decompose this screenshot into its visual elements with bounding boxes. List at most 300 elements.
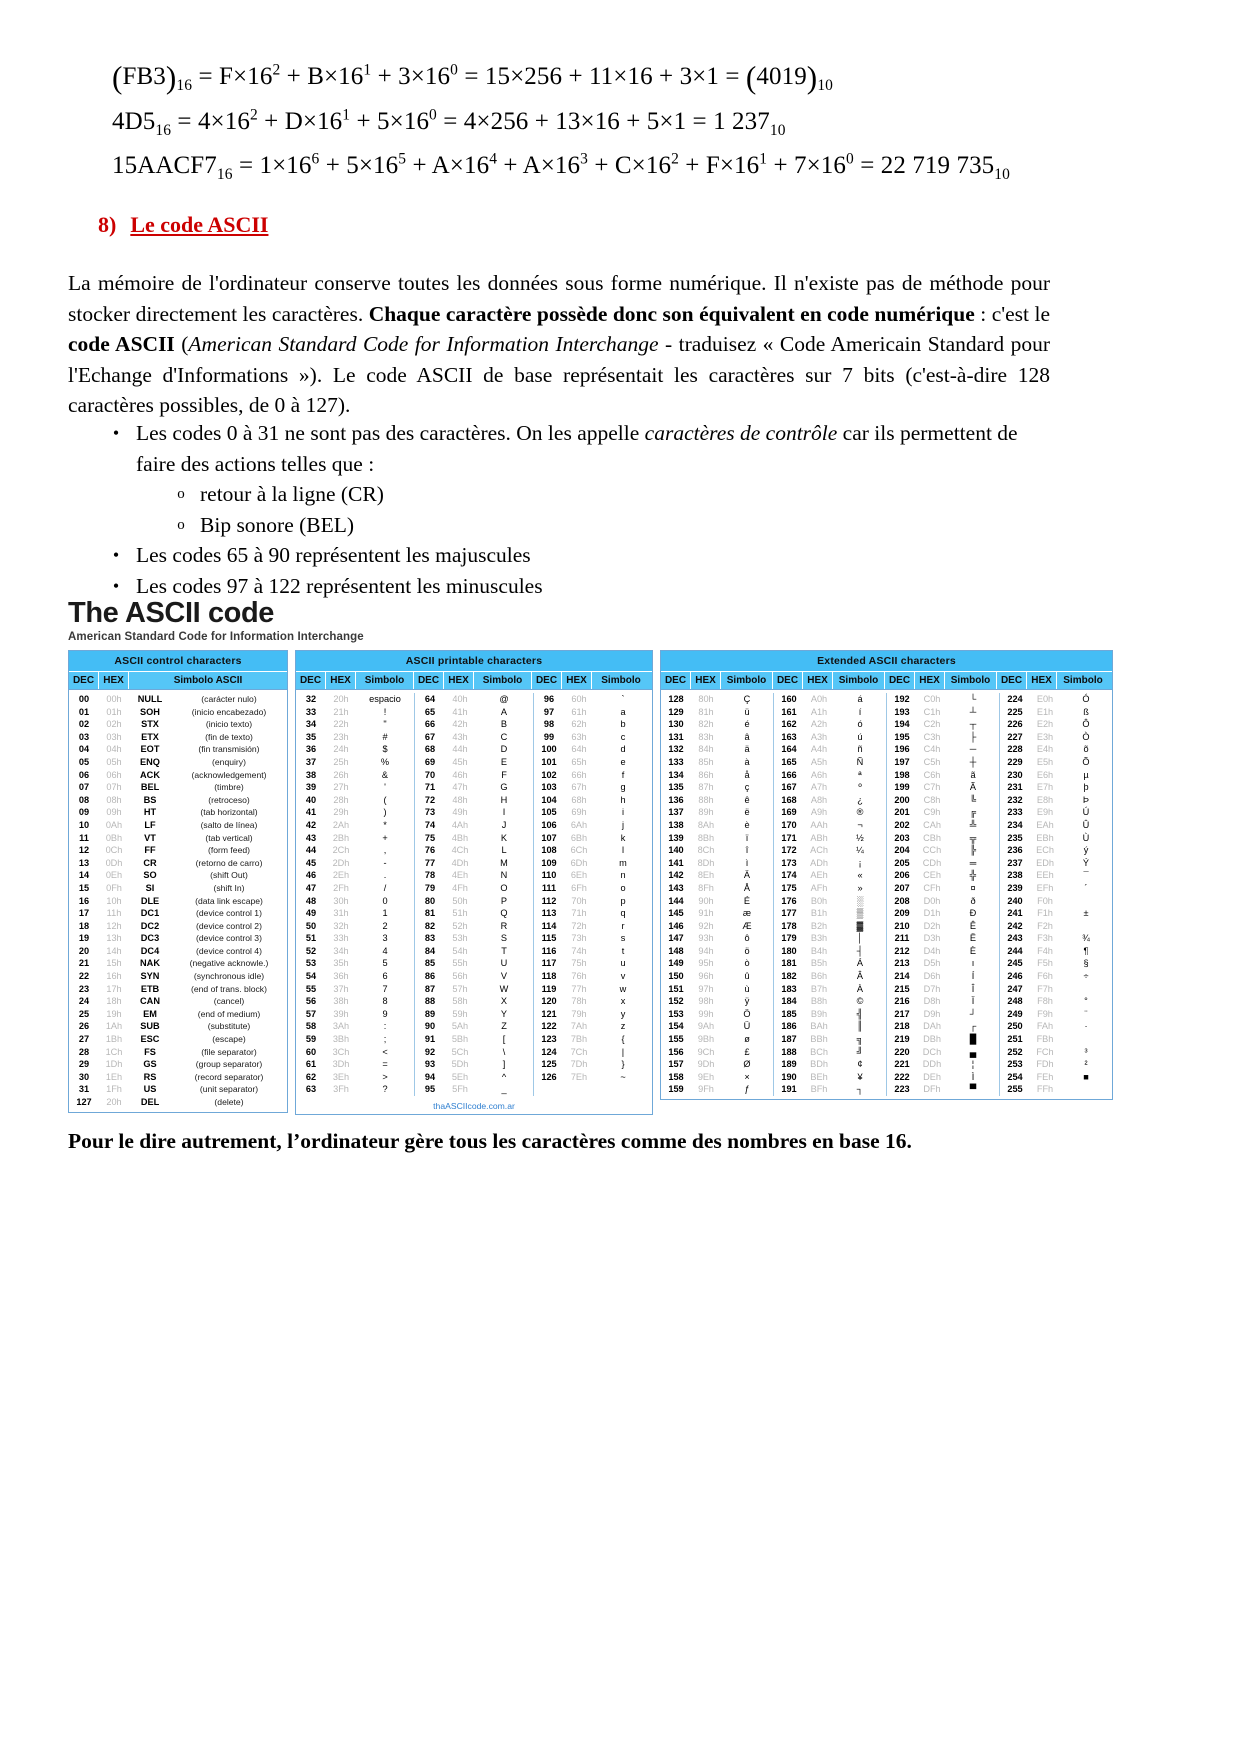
cell-dec: 28 <box>78 1046 90 1057</box>
cell-dec: 254 <box>1007 1071 1023 1082</box>
cell-symbol: ╚ <box>969 794 977 805</box>
table-row-group <box>415 995 534 1008</box>
cell-hex: FBh <box>1036 1034 1054 1045</box>
cell-description: (enquiry) <box>212 756 246 767</box>
cell-dec: 27 <box>78 1034 90 1045</box>
table-row-group <box>661 907 774 920</box>
cell-symbol <box>1060 1033 1112 1046</box>
cell-hex: 7Dh <box>570 1059 588 1070</box>
table-row <box>296 957 652 970</box>
cell-symbol: × <box>744 1071 750 1082</box>
cell-dec: 31 <box>78 1084 90 1095</box>
cell-dec: 72 <box>424 794 436 805</box>
cell-dec: 98 <box>543 719 555 730</box>
table-row <box>661 945 1112 958</box>
cell-dec <box>534 1083 564 1096</box>
cell-hex: ABh <box>810 832 828 843</box>
cell-dec: 33 <box>305 706 317 717</box>
cell-symbol: & <box>381 769 389 780</box>
cell-dec: 80 <box>424 895 436 906</box>
cell-dec: 202 <box>894 819 910 830</box>
cell-hex: 16h <box>106 971 122 982</box>
cell-dec: 84 <box>424 945 436 956</box>
table-row-group <box>1000 1046 1112 1059</box>
cell-mnemonic: FF <box>144 845 156 856</box>
table-row-group <box>415 806 534 819</box>
table-row-group <box>774 1046 887 1059</box>
cell-symbol: ð <box>970 895 976 906</box>
cell-symbol: Å <box>743 882 751 893</box>
cell-symbol: t <box>621 945 625 956</box>
cell-dec: 221 <box>894 1059 910 1070</box>
cell-hex: E0h <box>1036 694 1054 704</box>
table-row-group <box>1000 983 1112 996</box>
cell-hex: F6h <box>1037 971 1053 982</box>
table-row-group <box>1000 1083 1112 1096</box>
cell-hex: ADh <box>810 857 828 868</box>
table-row <box>661 857 1112 870</box>
cell-dec: 222 <box>894 1071 910 1082</box>
cell-dec: 135 <box>668 782 684 793</box>
table-row <box>69 857 287 870</box>
table-row-group <box>887 819 1000 832</box>
cell-symbol: Z <box>501 1021 507 1032</box>
cell-hex: BBh <box>810 1034 828 1045</box>
table-row-group <box>887 907 1000 920</box>
cell-dec: 133 <box>668 756 684 767</box>
cell-dec: 112 <box>541 895 557 906</box>
cell-hex: 4Ah <box>451 819 469 830</box>
cell-hex: 72h <box>571 920 587 931</box>
cell-symbol: ? <box>382 1084 388 1095</box>
cell-dec: 211 <box>894 933 910 944</box>
cell-hex: C4h <box>923 744 941 755</box>
table-row-group <box>774 756 887 769</box>
cell-symbol: ┴ <box>969 706 977 717</box>
table-row-group <box>887 1008 1000 1021</box>
ascii-control-header-row <box>69 672 287 690</box>
cell-mnemonic: HT <box>143 807 157 818</box>
cell-hex: 85h <box>698 756 714 767</box>
cell-hex: 96h <box>698 971 714 982</box>
cell-hex: B1h <box>810 908 828 919</box>
cell-symbol <box>594 1083 652 1096</box>
cell-symbol: ╩ <box>969 819 977 830</box>
cell-hex: 64h <box>571 744 587 755</box>
cell-symbol: x <box>620 996 626 1007</box>
table-row <box>69 895 287 908</box>
cell-symbol: Ý <box>1082 857 1090 868</box>
table-row-group <box>1000 731 1112 744</box>
sub-list-item-text: Bip sonore (BEL) <box>200 512 355 537</box>
cell-description: (form feed) <box>207 845 251 856</box>
closing-sentence: Pour le dire autrement, l’ordinateur gère tous les caractères comme des nombres en base 16. <box>68 1129 912 1153</box>
cell-hex: 17h <box>106 983 122 994</box>
cell-dec: 209 <box>894 908 910 919</box>
cell-dec: 162 <box>781 719 797 730</box>
cell-description: (device control 4) <box>196 945 262 956</box>
table-row <box>661 1071 1112 1084</box>
table-row <box>661 718 1112 731</box>
cell-symbol: ┬ <box>969 719 977 730</box>
cell-symbol: Ê <box>969 920 977 931</box>
cell-dec: 252 <box>1007 1046 1023 1057</box>
cell-dec: 44 <box>305 845 317 856</box>
cell-dec: 130 <box>668 719 684 730</box>
cell-hex: 7Ah <box>570 1021 588 1032</box>
cell-dec: 240 <box>1007 895 1023 906</box>
cell-hex: 11h <box>106 908 122 919</box>
table-row <box>69 920 287 933</box>
cell-dec: 161 <box>781 706 797 717</box>
cell-dec: 89 <box>424 1008 436 1019</box>
cell-symbol: ê <box>744 794 750 805</box>
cell-hex: 70h <box>571 895 587 906</box>
table-row-group <box>887 1071 1000 1084</box>
table-row-group <box>661 806 774 819</box>
cell-dec: 50 <box>305 920 317 931</box>
table-row-group <box>774 1033 887 1046</box>
cell-hex: AFh <box>810 882 828 893</box>
table-row-group <box>1000 781 1112 794</box>
cell-symbol: õ <box>1083 744 1089 755</box>
cell-hex: 77h <box>571 983 587 994</box>
cell-dec: 175 <box>781 882 797 893</box>
table-row-group <box>415 718 534 731</box>
equation-block <box>112 55 1072 188</box>
cell-hex: E5h <box>1036 756 1054 767</box>
cell-symbol: Û <box>1082 819 1090 830</box>
cell-symbol <box>1060 983 1112 996</box>
cell-hex: 8Bh <box>697 832 715 843</box>
cell-symbol: î <box>745 845 749 856</box>
column-header-symbol: Simbolo <box>721 672 773 689</box>
cell-hex: 12h <box>106 920 122 931</box>
cell-hex: 2Ch <box>332 845 350 856</box>
table-row <box>296 895 652 908</box>
cell-hex: F8h <box>1037 996 1053 1007</box>
cell-hex <box>564 1083 594 1096</box>
cell-description: (end of medium) <box>197 1008 261 1019</box>
table-row-group <box>415 731 534 744</box>
cell-symbol: É <box>743 895 751 906</box>
table-row <box>661 895 1112 908</box>
sub-list-item <box>162 479 1056 510</box>
cell-symbol: s <box>620 933 626 944</box>
cell-dec: 235 <box>1007 832 1023 843</box>
table-row-group <box>661 882 774 895</box>
cell-dec: 164 <box>781 744 797 755</box>
table-row-group <box>534 907 652 920</box>
column-header-hex: HEX <box>99 672 129 689</box>
cell-hex: 5Fh <box>452 1084 468 1095</box>
cell-symbol: · <box>1084 1021 1088 1032</box>
table-row-group <box>296 907 415 920</box>
table-row <box>69 1058 287 1071</box>
cell-hex: 56h <box>452 971 468 982</box>
cell-dec: 165 <box>781 756 797 767</box>
table-row-group <box>296 756 415 769</box>
column-header-hex: HEX <box>444 672 474 689</box>
table-row <box>69 743 287 756</box>
cell-hex: ACh <box>810 845 828 856</box>
equation-line-2: $4D5_{16} = 4\times 16^2 + D\times 16^1 + 5\times 16^0 = 4\times 256 + 13\times 16 + 5\times 1 = 1$ $237_{10}$ <box>112 106 786 139</box>
bullet-marker: • <box>112 545 120 565</box>
cell-symbol: U <box>500 958 508 969</box>
cell-hex: E2h <box>1036 719 1054 730</box>
cell-hex: E9h <box>1036 807 1054 818</box>
cell-symbol: H <box>500 794 508 805</box>
cell-hex: 1Fh <box>106 1084 122 1095</box>
cell-symbol: , <box>383 845 387 856</box>
cell-dec: 118 <box>541 971 557 982</box>
cell-symbol: Ô <box>1082 719 1090 730</box>
cell-dec: 177 <box>781 908 797 919</box>
table-row-group <box>415 945 534 958</box>
cell-dec: 199 <box>894 782 910 793</box>
table-row-group <box>296 1008 415 1021</box>
cell-dec: 51 <box>305 933 317 944</box>
section-title: Le code ASCII <box>130 212 269 237</box>
cell-symbol: Ï <box>971 996 975 1007</box>
cell-dec: 59 <box>305 1034 317 1045</box>
cell-dec: 232 <box>1007 794 1023 805</box>
cell-hex: 14h <box>106 945 122 956</box>
cell-hex: 34h <box>333 945 349 956</box>
paragraph-part-1: La mémoire de l'ordinateur conserve toutes les données sous forme numérique. Il n'existe pas de méthode pour stocker directement les caractères. <box>68 271 1050 326</box>
table-row-group <box>661 769 774 782</box>
column-header-dec: DEC <box>296 672 326 689</box>
table-row-group <box>296 857 415 870</box>
cell-dec: 195 <box>894 731 910 742</box>
cell-hex: 07h <box>106 782 122 793</box>
cell-dec: 42 <box>305 819 317 830</box>
table-row-group <box>1000 895 1112 908</box>
cell-mnemonic: SO <box>143 870 157 881</box>
cell-dec: 128 <box>668 694 684 704</box>
cell-description: (tab vertical) <box>205 832 253 843</box>
cell-dec: 148 <box>668 945 684 956</box>
cell-description: (retroceso) <box>208 794 250 805</box>
table-row <box>661 693 1112 706</box>
cell-dec: 119 <box>541 983 557 994</box>
table-row-group <box>774 706 887 719</box>
cell-dec: 227 <box>1007 731 1023 742</box>
table-row <box>69 794 287 807</box>
cell-hex: DFh <box>923 1084 941 1095</box>
cell-hex: 1Eh <box>105 1071 123 1082</box>
table-row-group <box>661 819 774 832</box>
cell-dec: 191 <box>781 1084 797 1095</box>
cell-hex: 2Bh <box>332 832 350 843</box>
cell-dec: 251 <box>1007 1034 1023 1045</box>
cell-dec: 201 <box>894 807 910 818</box>
cell-symbol: b <box>620 719 626 730</box>
sub-bullet-list <box>162 479 1056 540</box>
table-row <box>296 844 652 857</box>
table-row-group <box>1000 920 1112 933</box>
paragraph-part-3: ( <box>174 332 189 356</box>
table-row-group <box>534 794 652 807</box>
table-row <box>296 995 652 1008</box>
cell-dec: 182 <box>781 971 797 982</box>
cell-symbol: \ <box>502 1046 506 1057</box>
column-header-hex: HEX <box>915 672 945 689</box>
cell-symbol: í <box>858 706 862 717</box>
table-row-group <box>887 920 1000 933</box>
cell-symbol: Í <box>971 971 975 982</box>
sub-bullet-marker: o <box>177 486 185 502</box>
cell-symbol: µ <box>1083 769 1089 780</box>
cell-dec: 113 <box>541 908 557 919</box>
table-row <box>296 983 652 996</box>
table-row-group <box>887 769 1000 782</box>
table-row <box>296 769 652 782</box>
cell-hex: 08h <box>106 794 122 805</box>
list-item-text: Les codes 65 à 90 représentent les majuscules <box>136 543 531 567</box>
table-row <box>296 945 652 958</box>
table-row-group <box>774 957 887 970</box>
cell-symbol: D <box>500 744 508 755</box>
cell-hex: FDh <box>1036 1059 1054 1070</box>
table-row-group <box>296 706 415 719</box>
ascii-figure-title: The ASCII code <box>68 597 275 629</box>
cell-dec: 78 <box>424 870 436 881</box>
paragraph-part-2: : c'est le <box>974 301 1051 326</box>
cell-dec: 109 <box>541 857 557 868</box>
cell-mnemonic: DC2 <box>140 920 160 931</box>
cell-symbol: ë <box>744 807 750 818</box>
cell-hex: 73h <box>571 933 587 944</box>
table-row <box>69 1008 287 1021</box>
cell-dec: 85 <box>424 958 436 969</box>
cell-hex: DCh <box>922 1046 942 1057</box>
table-row-group <box>774 794 887 807</box>
table-row-group <box>534 718 652 731</box>
table-row-group <box>661 983 774 996</box>
cell-dec: 246 <box>1007 971 1023 982</box>
table-row <box>661 932 1112 945</box>
cell-dec: 243 <box>1007 933 1023 944</box>
cell-symbol: | <box>621 1046 625 1057</box>
cell-hex: B6h <box>810 971 828 982</box>
list-item <box>96 418 1056 479</box>
cell-dec: 12 <box>78 845 90 856</box>
cell-symbol: ─ <box>969 744 977 755</box>
cell-dec: 90 <box>424 1021 436 1032</box>
table-row-group <box>534 706 652 719</box>
cell-dec: 210 <box>894 920 910 931</box>
cell-dec: 154 <box>668 1021 684 1032</box>
cell-dec: 213 <box>894 958 910 969</box>
cell-dec: 196 <box>894 744 910 755</box>
cell-dec: 92 <box>424 1046 436 1057</box>
cell-dec: 180 <box>781 945 797 956</box>
cell-symbol: ¢ <box>857 1059 863 1070</box>
cell-symbol: ╣ <box>856 1008 864 1019</box>
cell-symbol: l <box>621 845 625 856</box>
cell-symbol: @ <box>499 694 509 704</box>
table-row <box>296 1058 652 1071</box>
cell-hex: 89h <box>698 807 714 818</box>
cell-symbol: ¼ <box>856 845 864 856</box>
table-row-group <box>534 895 652 908</box>
cell-dec: 200 <box>894 794 910 805</box>
table-row <box>296 693 652 706</box>
cell-symbol: ä <box>744 744 750 755</box>
table-row <box>661 1008 1112 1021</box>
cell-symbol: / <box>383 882 387 893</box>
cell-hex: 47h <box>452 782 468 793</box>
list-item <box>96 540 1056 571</box>
cell-symbol: y <box>620 1008 626 1019</box>
table-row <box>661 806 1112 819</box>
table-row-group <box>296 718 415 731</box>
cell-symbol: W <box>499 983 509 994</box>
table-row-group <box>415 1033 534 1046</box>
table-row-group <box>415 1020 534 1033</box>
table-row-group <box>887 718 1000 731</box>
cell-hex: 7Eh <box>570 1071 588 1082</box>
cell-hex: 90h <box>698 895 714 906</box>
table-row-group <box>296 1046 415 1059</box>
cell-symbol: C <box>500 731 508 742</box>
cell-symbol: 2 <box>382 920 388 931</box>
table-row <box>661 832 1112 845</box>
cell-hex: D0h <box>923 895 941 906</box>
table-row <box>296 970 652 983</box>
cell-symbol: ¾ <box>1082 933 1090 944</box>
table-row-group <box>887 1046 1000 1059</box>
cell-description: (timbre) <box>214 782 244 793</box>
cell-hex: 27h <box>333 782 349 793</box>
cell-dec: 194 <box>894 719 910 730</box>
table-row-group <box>296 983 415 996</box>
cell-mnemonic: CR <box>143 857 157 868</box>
cell-dec: 54 <box>305 971 317 982</box>
cell-dec: 32 <box>305 694 317 704</box>
table-row-group <box>296 932 415 945</box>
cell-symbol: w <box>619 983 627 994</box>
table-row-group <box>887 832 1000 845</box>
cell-dec: 239 <box>1007 882 1023 893</box>
cell-dec: 189 <box>781 1059 797 1070</box>
table-row <box>661 743 1112 756</box>
cell-hex: 44h <box>452 744 468 755</box>
cell-symbol: « <box>857 870 863 881</box>
table-row-group <box>1000 832 1112 845</box>
cell-hex: 24h <box>333 744 349 755</box>
cell-description: (record separator) <box>194 1071 264 1082</box>
cell-dec: 181 <box>781 958 797 969</box>
cell-dec: 36 <box>305 744 317 755</box>
cell-symbol: G <box>500 782 508 793</box>
cell-symbol: Ä <box>743 870 751 881</box>
table-row-group <box>661 756 774 769</box>
cell-symbol: = <box>382 1059 388 1070</box>
cell-hex: 71h <box>571 908 587 919</box>
cell-description: (salto de línea) <box>200 819 258 830</box>
table-row <box>661 731 1112 744</box>
table-row-group <box>774 895 887 908</box>
table-row-group <box>296 781 415 794</box>
cell-hex: BEh <box>810 1071 828 1082</box>
table-row-group <box>534 1058 652 1071</box>
table-row-group <box>661 957 774 970</box>
table-row-group <box>1000 693 1112 706</box>
cell-hex: A8h <box>810 794 828 805</box>
cell-dec: 69 <box>424 756 436 767</box>
